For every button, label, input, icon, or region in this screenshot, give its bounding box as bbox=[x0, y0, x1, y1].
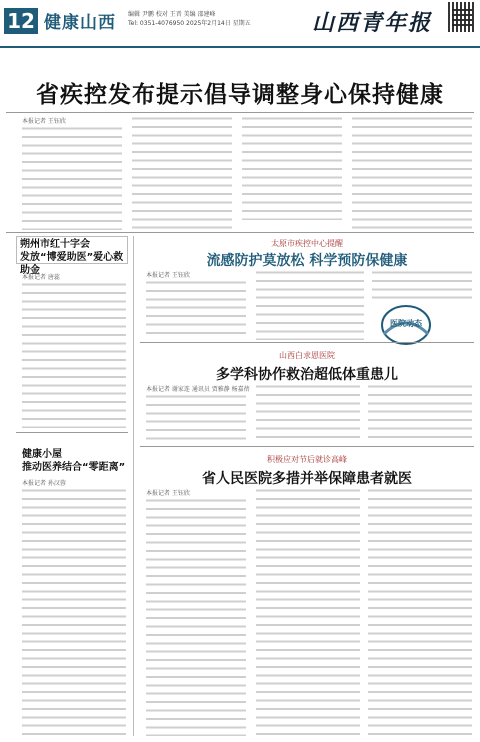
page-number: 12 bbox=[4, 8, 38, 34]
article-text-column bbox=[256, 488, 360, 736]
article-byline: 本报记者 谢家连 通讯员 贾雅静 杨嘉蓓 bbox=[146, 386, 250, 393]
column-divider bbox=[133, 236, 134, 736]
main-headline: 省疾控发布提示倡导调整身心保持健康 bbox=[36, 82, 444, 108]
divider bbox=[140, 446, 474, 447]
article-text-column bbox=[22, 282, 126, 428]
article-text-column bbox=[352, 116, 472, 230]
badge-label: 医院动态 bbox=[390, 319, 422, 328]
article-text-column bbox=[146, 394, 246, 442]
article-title: 多学科协作救治超低体重患儿 bbox=[216, 367, 398, 383]
article-byline: 本报记者 王钰欣 bbox=[146, 272, 190, 279]
article-text-column bbox=[146, 498, 246, 736]
editor-line: 编辑 尹鹏 校对 王晋 美编 邵建峰 bbox=[128, 11, 216, 18]
article-text-column bbox=[256, 270, 364, 340]
article-text-column bbox=[132, 116, 232, 230]
newspaper-logo: 山西青年报 bbox=[312, 10, 433, 36]
article-title: 朔州市红十字会 发放“博爱助医”爱心救助金 bbox=[20, 239, 124, 276]
divider bbox=[16, 432, 128, 433]
article-text-column bbox=[146, 280, 246, 340]
article-title: 健康小屋 推动医养结合“零距离” bbox=[22, 449, 126, 473]
article-kicker: 太原市疾控中心提醒 bbox=[271, 239, 343, 248]
article-text-column bbox=[368, 384, 472, 442]
article-text-column bbox=[242, 116, 342, 220]
divider bbox=[140, 342, 474, 343]
article-title: 省人民医院多措并举保障患者就医 bbox=[202, 471, 412, 487]
article-byline: 本报记者 王钰欣 bbox=[22, 118, 66, 125]
article-text-column bbox=[372, 270, 472, 300]
article-kicker: 山西白求恩医院 bbox=[279, 351, 335, 360]
divider bbox=[6, 112, 474, 113]
article-text-column bbox=[22, 488, 126, 736]
section-title: 健康山西 bbox=[44, 13, 116, 33]
article-text-column bbox=[256, 384, 360, 442]
divider bbox=[6, 232, 474, 233]
article-byline: 本报记者 王钰欣 bbox=[146, 490, 190, 497]
qr-code-icon bbox=[448, 2, 476, 32]
article-text-column bbox=[22, 126, 122, 230]
article-byline: 本报记者 唐蕊 bbox=[22, 274, 60, 281]
article-byline: 本报记者 孙汉蓉 bbox=[22, 480, 66, 487]
editor-credit bbox=[128, 10, 268, 28]
article-kicker: 积极应对节后就诊高峰 bbox=[267, 455, 347, 464]
article-text-column bbox=[368, 488, 472, 736]
article-title: 流感防护莫放松 科学预防保健康 bbox=[206, 253, 408, 269]
tel-date-line: Tel: 0351-4076950 2025年2月14日 星期五 bbox=[128, 20, 251, 27]
